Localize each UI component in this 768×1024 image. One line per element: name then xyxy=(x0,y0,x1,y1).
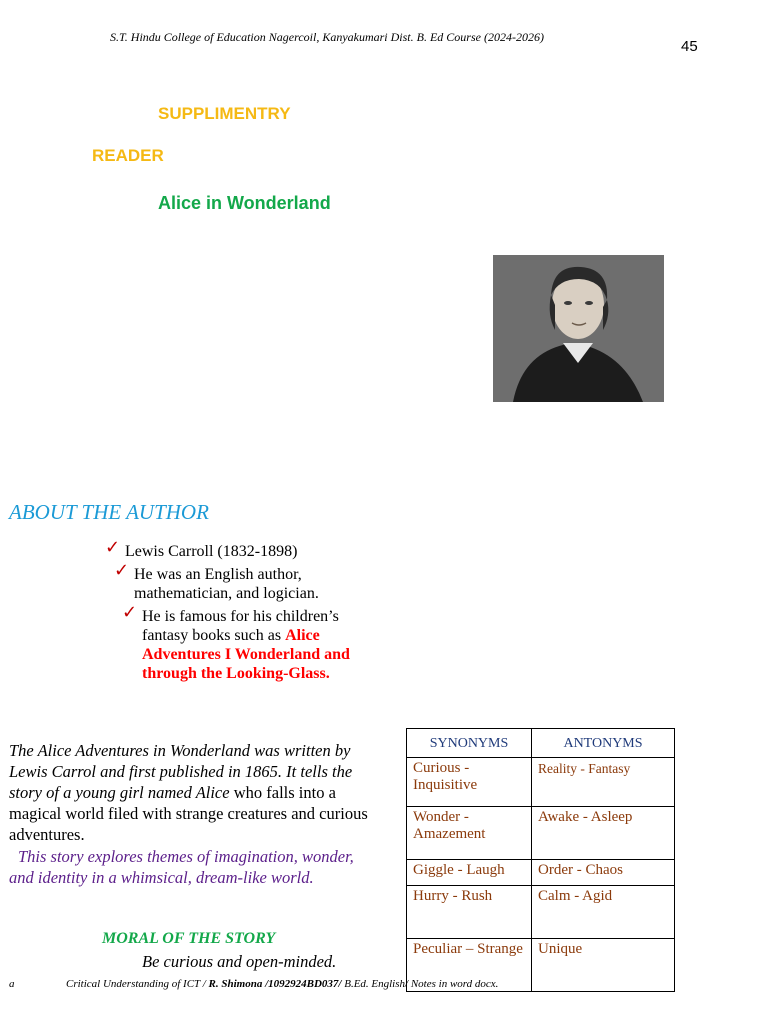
moral-heading: MORAL OF THE STORY xyxy=(102,930,276,947)
checkmark-icon: ✓ xyxy=(122,602,138,623)
page-number: 45 xyxy=(681,38,698,55)
book-titles: Alice Adventures I Wonderland and through the Looking-Glass. xyxy=(142,627,350,682)
footer-notes: B.Ed. English/ Notes in word docx. xyxy=(341,978,499,990)
footer-student: R. Shimona /1092924BD037/ xyxy=(208,978,342,990)
title-reader: READER xyxy=(92,146,164,165)
antonyms-header: ANTONYMS xyxy=(532,729,675,758)
synonym-cell: Peculiar – Strange xyxy=(407,939,532,992)
synonyms-header: SYNONYMS xyxy=(407,729,532,758)
story-summary-italic: The Alice Adventures in Wonderland was written by Lewis Carrol and first published in 1865. It tells the story of a young girl named Alice xyxy=(9,741,353,802)
synonym-cell: Giggle - Laugh xyxy=(407,860,532,886)
author-name: Lewis Carroll (1832-1898) xyxy=(125,543,298,560)
antonym-cell: Unique xyxy=(532,939,675,992)
author-portrait xyxy=(493,255,664,402)
table-header-row xyxy=(407,729,675,758)
checkmark-icon: ✓ xyxy=(105,537,121,558)
story-summary xyxy=(9,740,369,845)
table-row xyxy=(407,860,675,886)
table-row xyxy=(407,807,675,860)
moral-text: Be curious and open-minded. xyxy=(142,952,337,971)
synonym-cell: Curious - Inquisitive xyxy=(407,758,532,807)
story-themes: This story explores themes of imagination, wonder, and identity in a whimsical, dream-like world. xyxy=(9,847,354,887)
antonym-cell: Calm - Agid xyxy=(532,886,675,939)
footer-mark: a xyxy=(9,978,15,990)
page-footer xyxy=(9,978,498,990)
author-bullet-3 xyxy=(122,602,352,683)
synonyms-antonyms-table xyxy=(406,728,675,992)
checkmark-icon: ✓ xyxy=(114,560,130,581)
story-summary-normal: who falls into a magical world filed with strange creatures and curious adventures. xyxy=(9,783,368,844)
about-author-heading: ABOUT THE AUTHOR xyxy=(9,500,209,524)
table-row xyxy=(407,758,675,807)
title-supplimentry: SUPPLIMENTRY xyxy=(158,104,291,123)
synonym-cell: Wonder - Amazement xyxy=(407,807,532,860)
antonym-cell: Reality - Fantasy xyxy=(532,758,675,807)
table-row xyxy=(407,886,675,939)
author-bullet-2 xyxy=(114,560,349,603)
page-header: S.T. Hindu College of Education Nagercoil, Kanyakumari Dist. B. Ed Course (2024-2026) xyxy=(110,30,544,44)
story-title: Alice in Wonderland xyxy=(158,193,331,213)
antonym-cell: Order - Chaos xyxy=(532,860,675,886)
author-description: He was an English author, mathematician, and logician. xyxy=(134,566,319,602)
author-portrait-image xyxy=(493,255,664,402)
footer-course: Critical Understanding of ICT / xyxy=(66,978,209,990)
author-famous-text: He is famous for his children’s fantasy books such as xyxy=(142,608,339,644)
author-bullet-1 xyxy=(105,537,355,561)
synonym-cell: Hurry - Rush xyxy=(407,886,532,939)
antonym-cell: Awake - Asleep xyxy=(532,807,675,860)
